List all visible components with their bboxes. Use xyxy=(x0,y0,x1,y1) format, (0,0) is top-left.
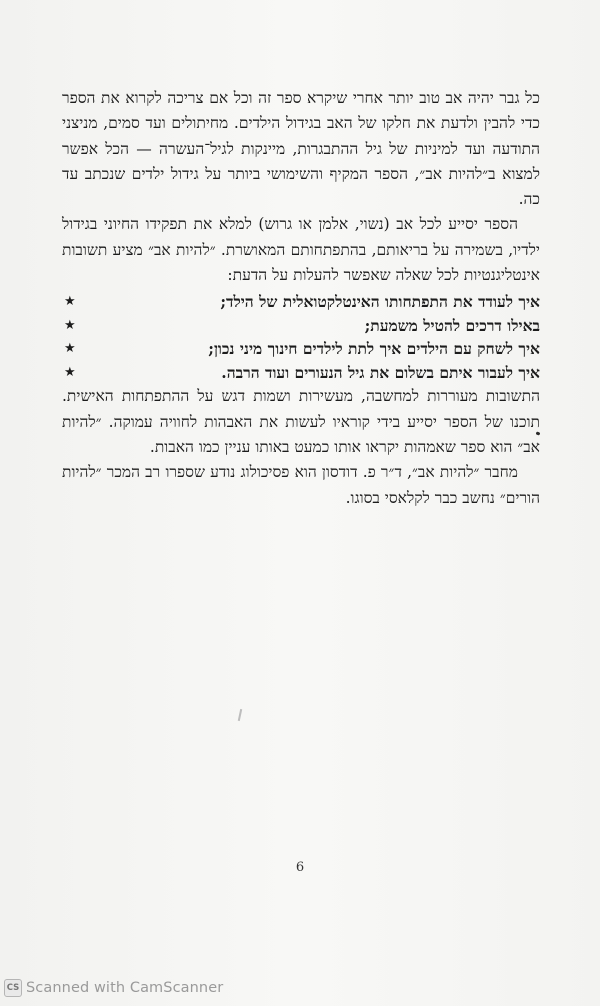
list-item xyxy=(62,337,540,361)
intro-paragraph: כל גבר יהיה אב טוב יותר אחרי שיקרא ספר זה וכל אם צריכה לקרוא את הספר כדי להבין ולדעת את חלקו של האב בגידול הילדים. מחיתולים ועד סמים, מניצני התודעה ועד למיניות של גיל ההתבגרות, מיינקות לגיל־העשרה — הכל אפשר למצוא ב״להיות אב״, הספר המקיף והשימושי ביותר על גידול ילדים שנכתב עד כה. xyxy=(62,89,540,209)
camscanner-logo-icon: CS xyxy=(4,979,22,997)
purpose-paragraph: הספר יסייע לכל אב (נשוי, אלמן או גרוש) למלא את תפקידו החיוני בגידול ילדיו, בשמירה על בריאותם, בהתפתחותם המאושרת. ״להיות אב״ מציע תשובות אינטליגנטיות לכל שאלה שאפשר להעלות על הדעת: xyxy=(62,215,540,285)
star-icon: ★ xyxy=(64,341,76,357)
answers-paragraph: התשובות מעוררות למחשבה, מעשירות ושמות דגש על ההתפתחות האישית. תוכנו של הספר יסייע בידי קוראיו לעשות את האבהות לחוויה עמוקה. ״להיות אב״ הוא ספר שאמהות יקראו אותו כמעט באותו עניין כמו האבות. xyxy=(62,387,540,456)
book-blurb xyxy=(62,86,540,511)
page-number: 6 xyxy=(295,860,305,875)
list-item xyxy=(62,361,540,385)
star-icon: ★ xyxy=(64,294,76,310)
list-item-text: באילו דרכים להטיל משמעת; xyxy=(364,315,540,335)
list-item xyxy=(62,290,540,314)
camscanner-watermark xyxy=(0,975,223,1001)
star-icon: ★ xyxy=(64,364,76,380)
scan-mark xyxy=(238,709,242,721)
author-paragraph: מחבר ״להיות אב״, ד״ר פ. דודסון הוא פסיכולוג נודע שספרו רב המכר ״להיות הורים״ נחשב כבר לקלאסי בסוגו. xyxy=(62,463,540,507)
topics-list xyxy=(62,290,540,384)
list-item-text: איך לעודד את התפתחותו האינטלקטואלית של הילד; xyxy=(220,292,540,312)
list-item-text: איך לעבור איתם בשלום את גיל הנעורים ועוד הרבה. xyxy=(221,362,540,382)
list-item-text: איך לשחק עם הילדים איך לתת לילדים חינוך מיני נכון; xyxy=(208,339,540,359)
star-icon: ★ xyxy=(64,317,76,333)
list-item xyxy=(62,314,540,338)
watermark-text: Scanned with CamScanner xyxy=(26,980,224,996)
